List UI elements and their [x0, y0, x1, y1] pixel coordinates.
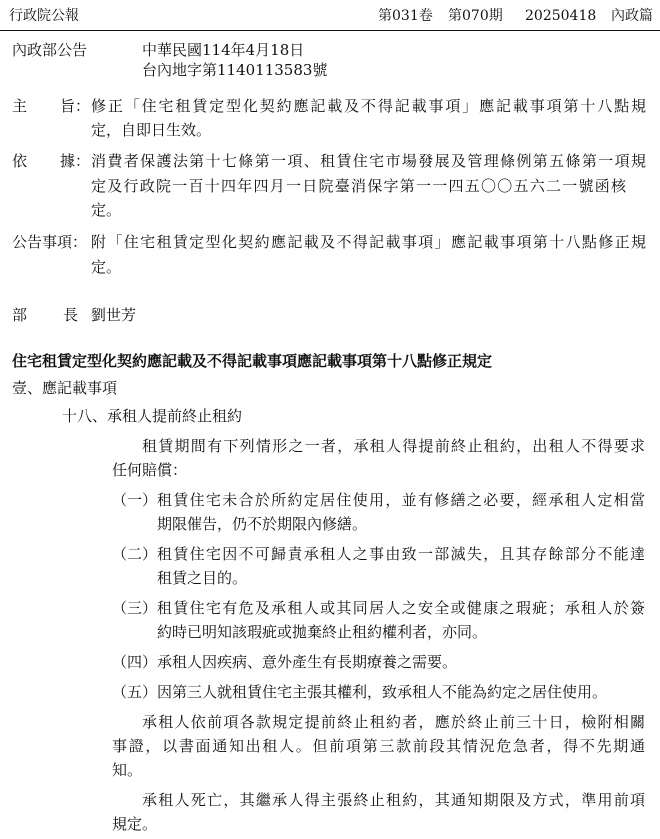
subject-line: 修正「住宅租賃定型化契約應記載及不得記載事項」應記載事項第十八點規: [91, 97, 646, 115]
regulation-title: 住宅租賃定型化契約應記載及不得記載事項應記載事項第十八點修正規定: [12, 352, 493, 370]
basis-label-char-2: 據：: [59, 152, 90, 170]
publication-name: 行政院公報: [9, 8, 79, 24]
item-line: 租賃住宅因不可歸責承租人之事由致一部滅失，且其存餘部分不能達: [157, 545, 645, 563]
item-number: （四）: [112, 653, 158, 671]
item-line: 租賃之目的。: [157, 569, 248, 587]
basis-label-char-1: 依: [12, 152, 28, 170]
notice-issuer: 內政部公告: [12, 41, 88, 59]
item-line: 承租人因疾病、意外產生有長期療養之需要。: [157, 653, 458, 671]
items-label: 公告事項：: [12, 233, 88, 251]
item-number: （三）: [112, 599, 158, 617]
items-line: 附「住宅租賃定型化契約應記載及不得記載事項」應記載事項第十八點修正規: [91, 233, 646, 251]
item-line: 租賃住宅有危及承租人或其同居人之安全或健康之瑕疵；承租人於簽: [157, 599, 645, 617]
volume-number: 第031卷: [378, 8, 433, 24]
notice-date: 中華民國114年4月18日: [142, 41, 305, 59]
basis-label: [12, 151, 90, 171]
section-name: 內政篇: [611, 8, 653, 24]
article-heading: 十八、承租人提前終止租約: [62, 407, 243, 425]
subject-line: 定，自即日生效。: [91, 121, 212, 139]
subject-label: [12, 96, 90, 116]
regulation-part: 壹、應記載事項: [12, 379, 118, 397]
gazette-header: [0, 0, 660, 31]
item-line: 租賃住宅未合於所約定居住使用，並有修繕之必要，經承租人定相當: [157, 491, 645, 509]
subject-label-char-1: 主: [12, 97, 28, 115]
minister-name: 劉世芳: [91, 306, 137, 324]
subject-label-char-2: 旨：: [59, 97, 90, 115]
items-line: 定。: [91, 258, 122, 276]
article-para-line: 任何賠償：: [112, 461, 188, 479]
basis-line: 定。: [91, 201, 122, 219]
article-para-line: 事證，以書面通知出租人。但前項第三款前段其情況危急者，得不先期通: [112, 737, 645, 755]
item-line: 約時已明知該瑕疵或拋棄終止租約權利者，亦同。: [157, 623, 488, 641]
item-number: （五）: [112, 683, 158, 701]
article-para-line: 承租人死亡，其繼承人得主張終止租約，其通知期限及方式，準用前項: [142, 791, 645, 809]
article-para-line: 租賃期間有下列情形之一者，承租人得提前終止租約，出租人不得要求: [142, 437, 645, 455]
article-para-line: 承租人依前項各款規定提前終止租約者，應於終止前三十日，檢附相關: [142, 713, 645, 731]
item-number: （二）: [112, 545, 158, 563]
basis-line: 消費者保護法第十七條第一項、租賃住宅市場發展及管理條例第五條第一項規: [91, 152, 646, 170]
notice-doc-number: 台內地字第1140113583號: [142, 61, 328, 79]
item-number: （一）: [112, 491, 158, 509]
item-line: 因第三人就租賃住宅主張其權利，致承租人不能為約定之居住使用。: [157, 683, 608, 701]
minister-label-char-2: 長: [63, 306, 79, 324]
basis-line: 定及行政院一百十四年四月一日院臺消保字第一一四五〇〇五六二一號函核: [91, 177, 626, 195]
article-para-line: 知。: [112, 761, 143, 779]
article-para-line: 規定。: [112, 815, 158, 833]
issue-number: 第070期: [448, 8, 503, 24]
item-line: 期限催告，仍不於期限內修繕。: [157, 515, 368, 533]
issue-date: 20250418: [525, 8, 597, 24]
minister-label-char-1: 部: [12, 306, 28, 324]
